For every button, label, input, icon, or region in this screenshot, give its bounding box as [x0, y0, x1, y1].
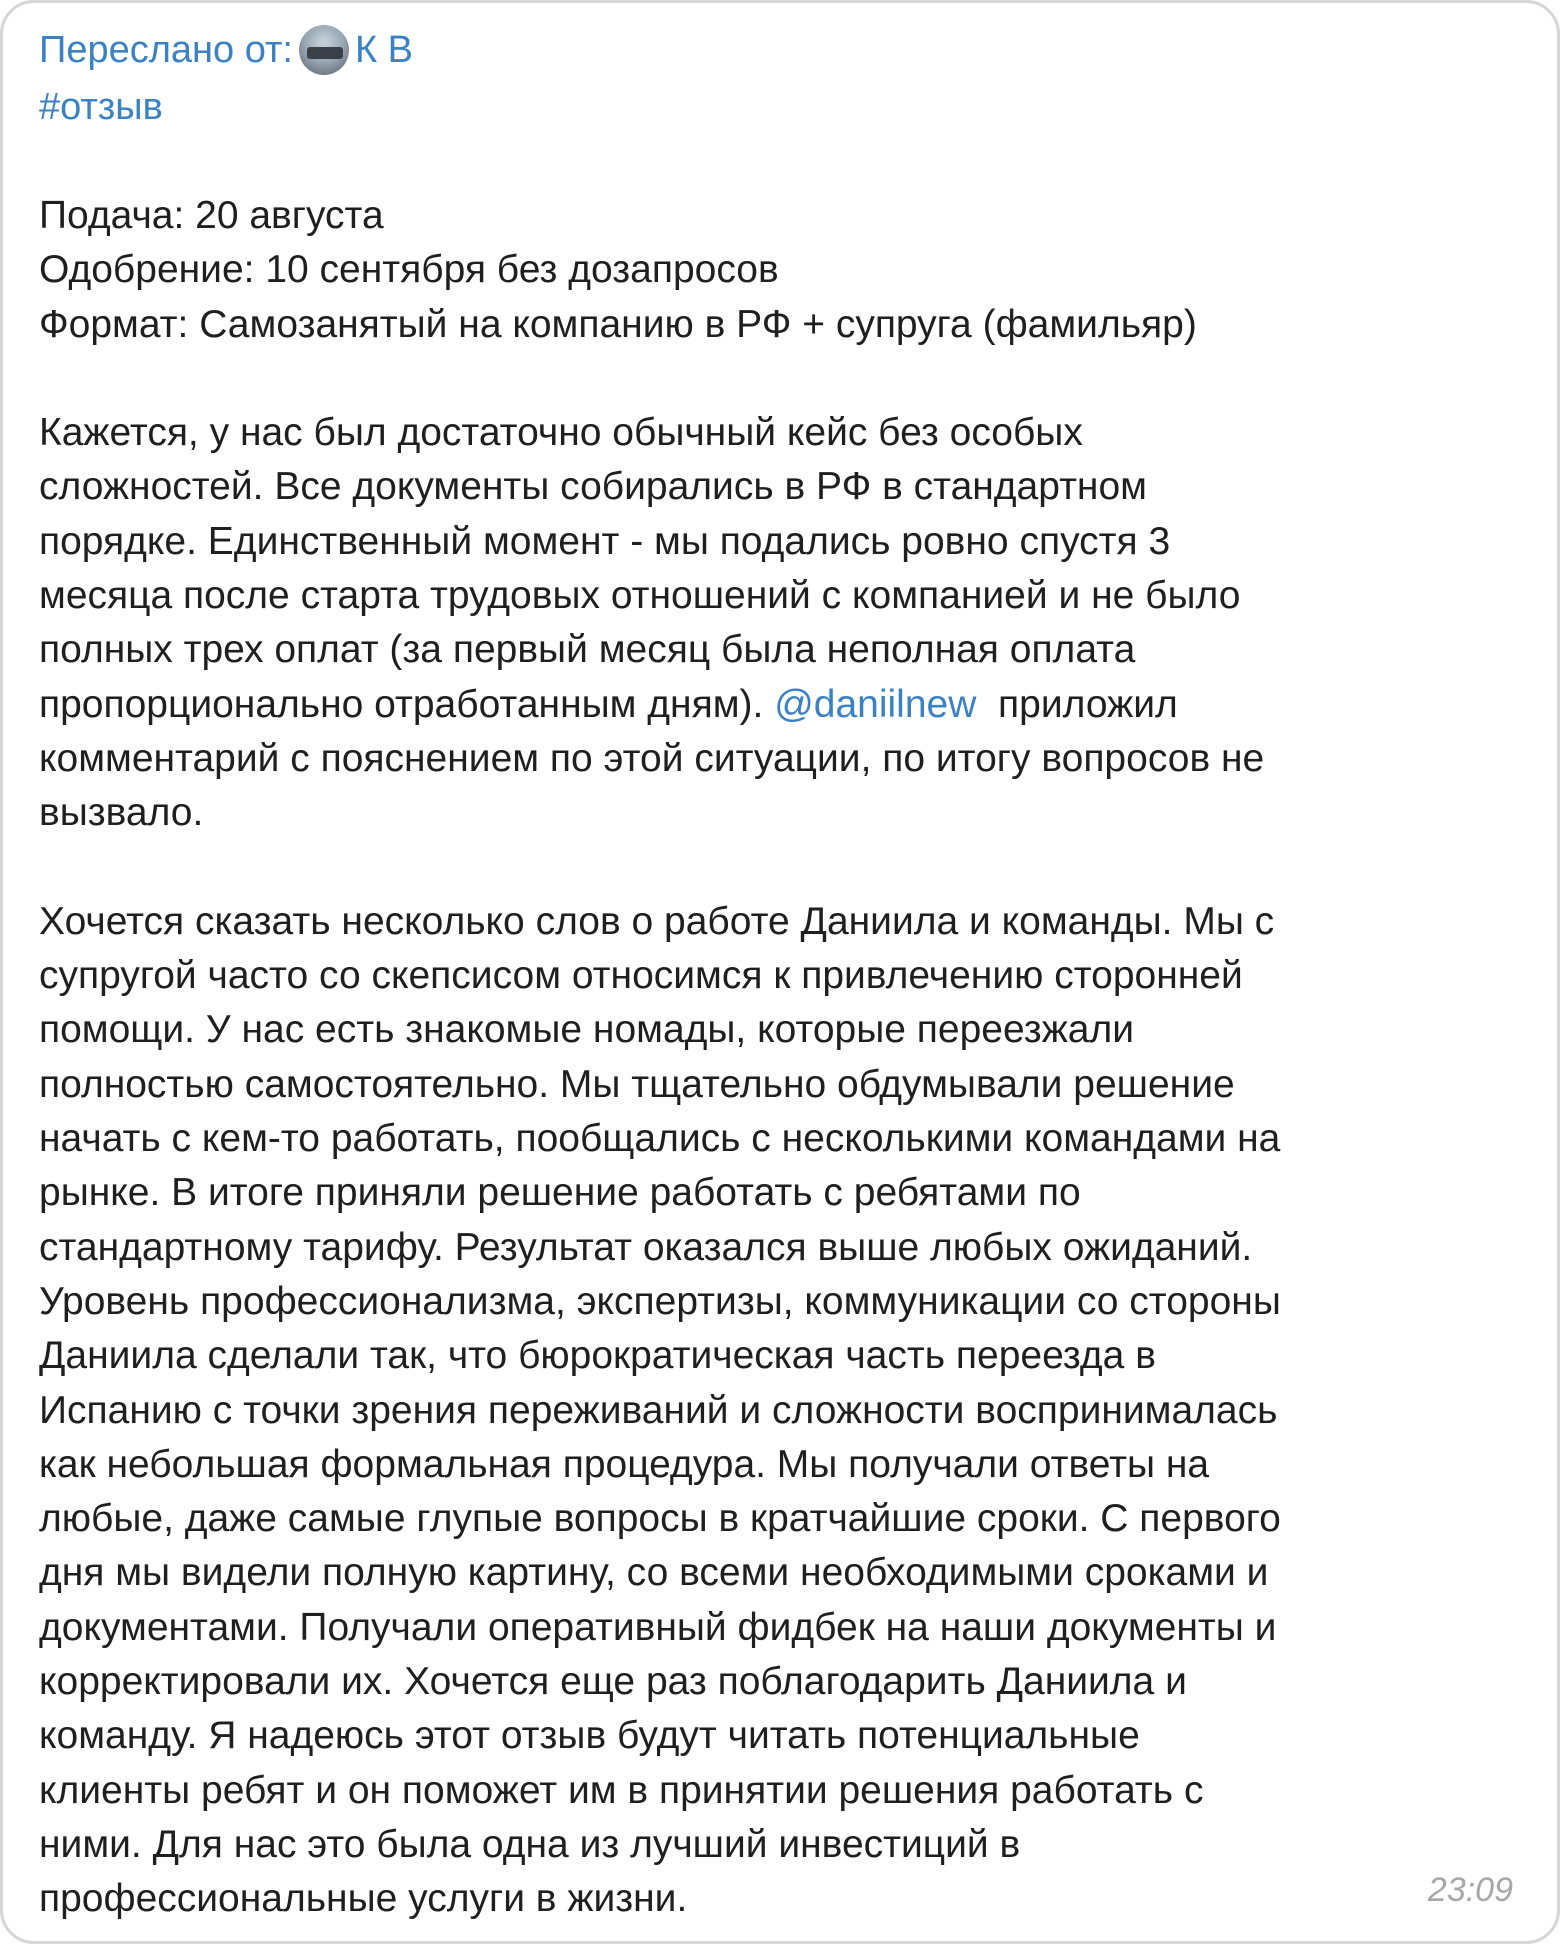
hashtag-link[interactable]: #отзыв — [39, 86, 163, 128]
paragraph-gap — [39, 841, 1539, 895]
paragraph2-line: дня мы видели полную картину, со всеми необходимыми сроками и — [39, 1551, 1269, 1595]
paragraph2-line: Уровень профессионализма, экспертизы, коммуникации со стороны — [39, 1279, 1281, 1323]
paragraph-gap — [39, 352, 1539, 406]
paragraph2-line: начать с кем-то работать, пообщались с несколькими командами на — [39, 1117, 1281, 1161]
paragraph2-line: помощи. У нас есть знакомые номады, которые переезжали — [39, 1008, 1135, 1052]
text-after-mention: приложил — [976, 682, 1178, 726]
paragraph2-line: как небольшая формальная процедура. Мы получали ответы на — [39, 1442, 1210, 1486]
summary-line: Формат: Самозанятый на компанию в РФ + супруга (фамильяр) — [39, 302, 1197, 346]
paragraph2-line: корректировали их. Хочется еще раз поблагодарить Даниила и — [39, 1660, 1187, 1704]
forwarded-header[interactable] — [39, 25, 413, 75]
paragraph2-line: Даниила сделали так, что бюрократическая часть переезда в — [39, 1334, 1156, 1378]
text-before-mention: пропорционально отработанным дням). — [39, 682, 775, 726]
paragraph1-line: сложностей. Все документы собирались в РФ в стандартном — [39, 465, 1147, 509]
summary-line: Подача: 20 августа — [39, 194, 384, 237]
paragraph2-line: документами. Получали оперативный фидбек на наши документы и — [39, 1605, 1277, 1649]
paragraph1-line: порядке. Единственный момент - мы подались ровно спустя 3 — [39, 519, 1171, 563]
paragraph2-line: клиенты ребят и он поможет им в принятии решения работать с — [39, 1768, 1204, 1812]
paragraph2-line: ними. Для нас это была одна из лучший инвестиций в — [39, 1822, 1021, 1866]
message-timestamp: 23:09 — [1427, 1871, 1513, 1909]
summary-line: Одобрение: 10 сентября без дозапросов — [39, 248, 779, 292]
paragraph2-line: Испанию с точки зрения переживаний и сложности воспринималась — [39, 1388, 1278, 1432]
paragraph1-line: месяца после старта трудовых отношений с компанией и не было — [39, 574, 1241, 618]
paragraph2-line: полностью самостоятельно. Мы тщательно обдумывали решение — [39, 1062, 1235, 1106]
paragraph2-line: стандартному тарифу. Результат оказался выше любых ожиданий. — [39, 1225, 1253, 1269]
paragraph2-line: супругой часто со скепсисом относимся к привлечению сторонней — [39, 954, 1243, 998]
paragraph2-line: профессиональные услуги в жизни. — [39, 1877, 688, 1921]
message-text — [39, 189, 1539, 1927]
mention-link[interactable]: @daniilnew — [774, 682, 977, 726]
paragraph1-line: Кажется, у нас был достаточно обычный кейс без особых — [39, 411, 1083, 455]
paragraph1-mention-line — [39, 678, 1539, 732]
forwarded-label: Переслано от: — [39, 29, 293, 71]
paragraph1-line: комментарий с пояснением по этой ситуации, по итогу вопросов не — [39, 736, 1265, 780]
sender-avatar-icon[interactable] — [299, 25, 349, 75]
paragraph1-line: полных трех оплат (за первый месяц была неполная оплата — [39, 628, 1136, 672]
forwarded-sender-name[interactable]: К В — [354, 29, 414, 71]
paragraph2-line: рынке. В итоге приняли решение работать с ребятами по — [39, 1171, 1081, 1215]
paragraph2-line: Хочется сказать несколько слов о работе Даниила и команды. Мы с — [39, 899, 1275, 943]
paragraph1-line: вызвало. — [39, 791, 204, 835]
paragraph2-line: команду. Я надеюсь этот отзыв будут читать потенциальные — [39, 1714, 1140, 1758]
paragraph2-line: любые, даже самые глупые вопросы в кратчайшие сроки. С первого — [39, 1497, 1281, 1541]
